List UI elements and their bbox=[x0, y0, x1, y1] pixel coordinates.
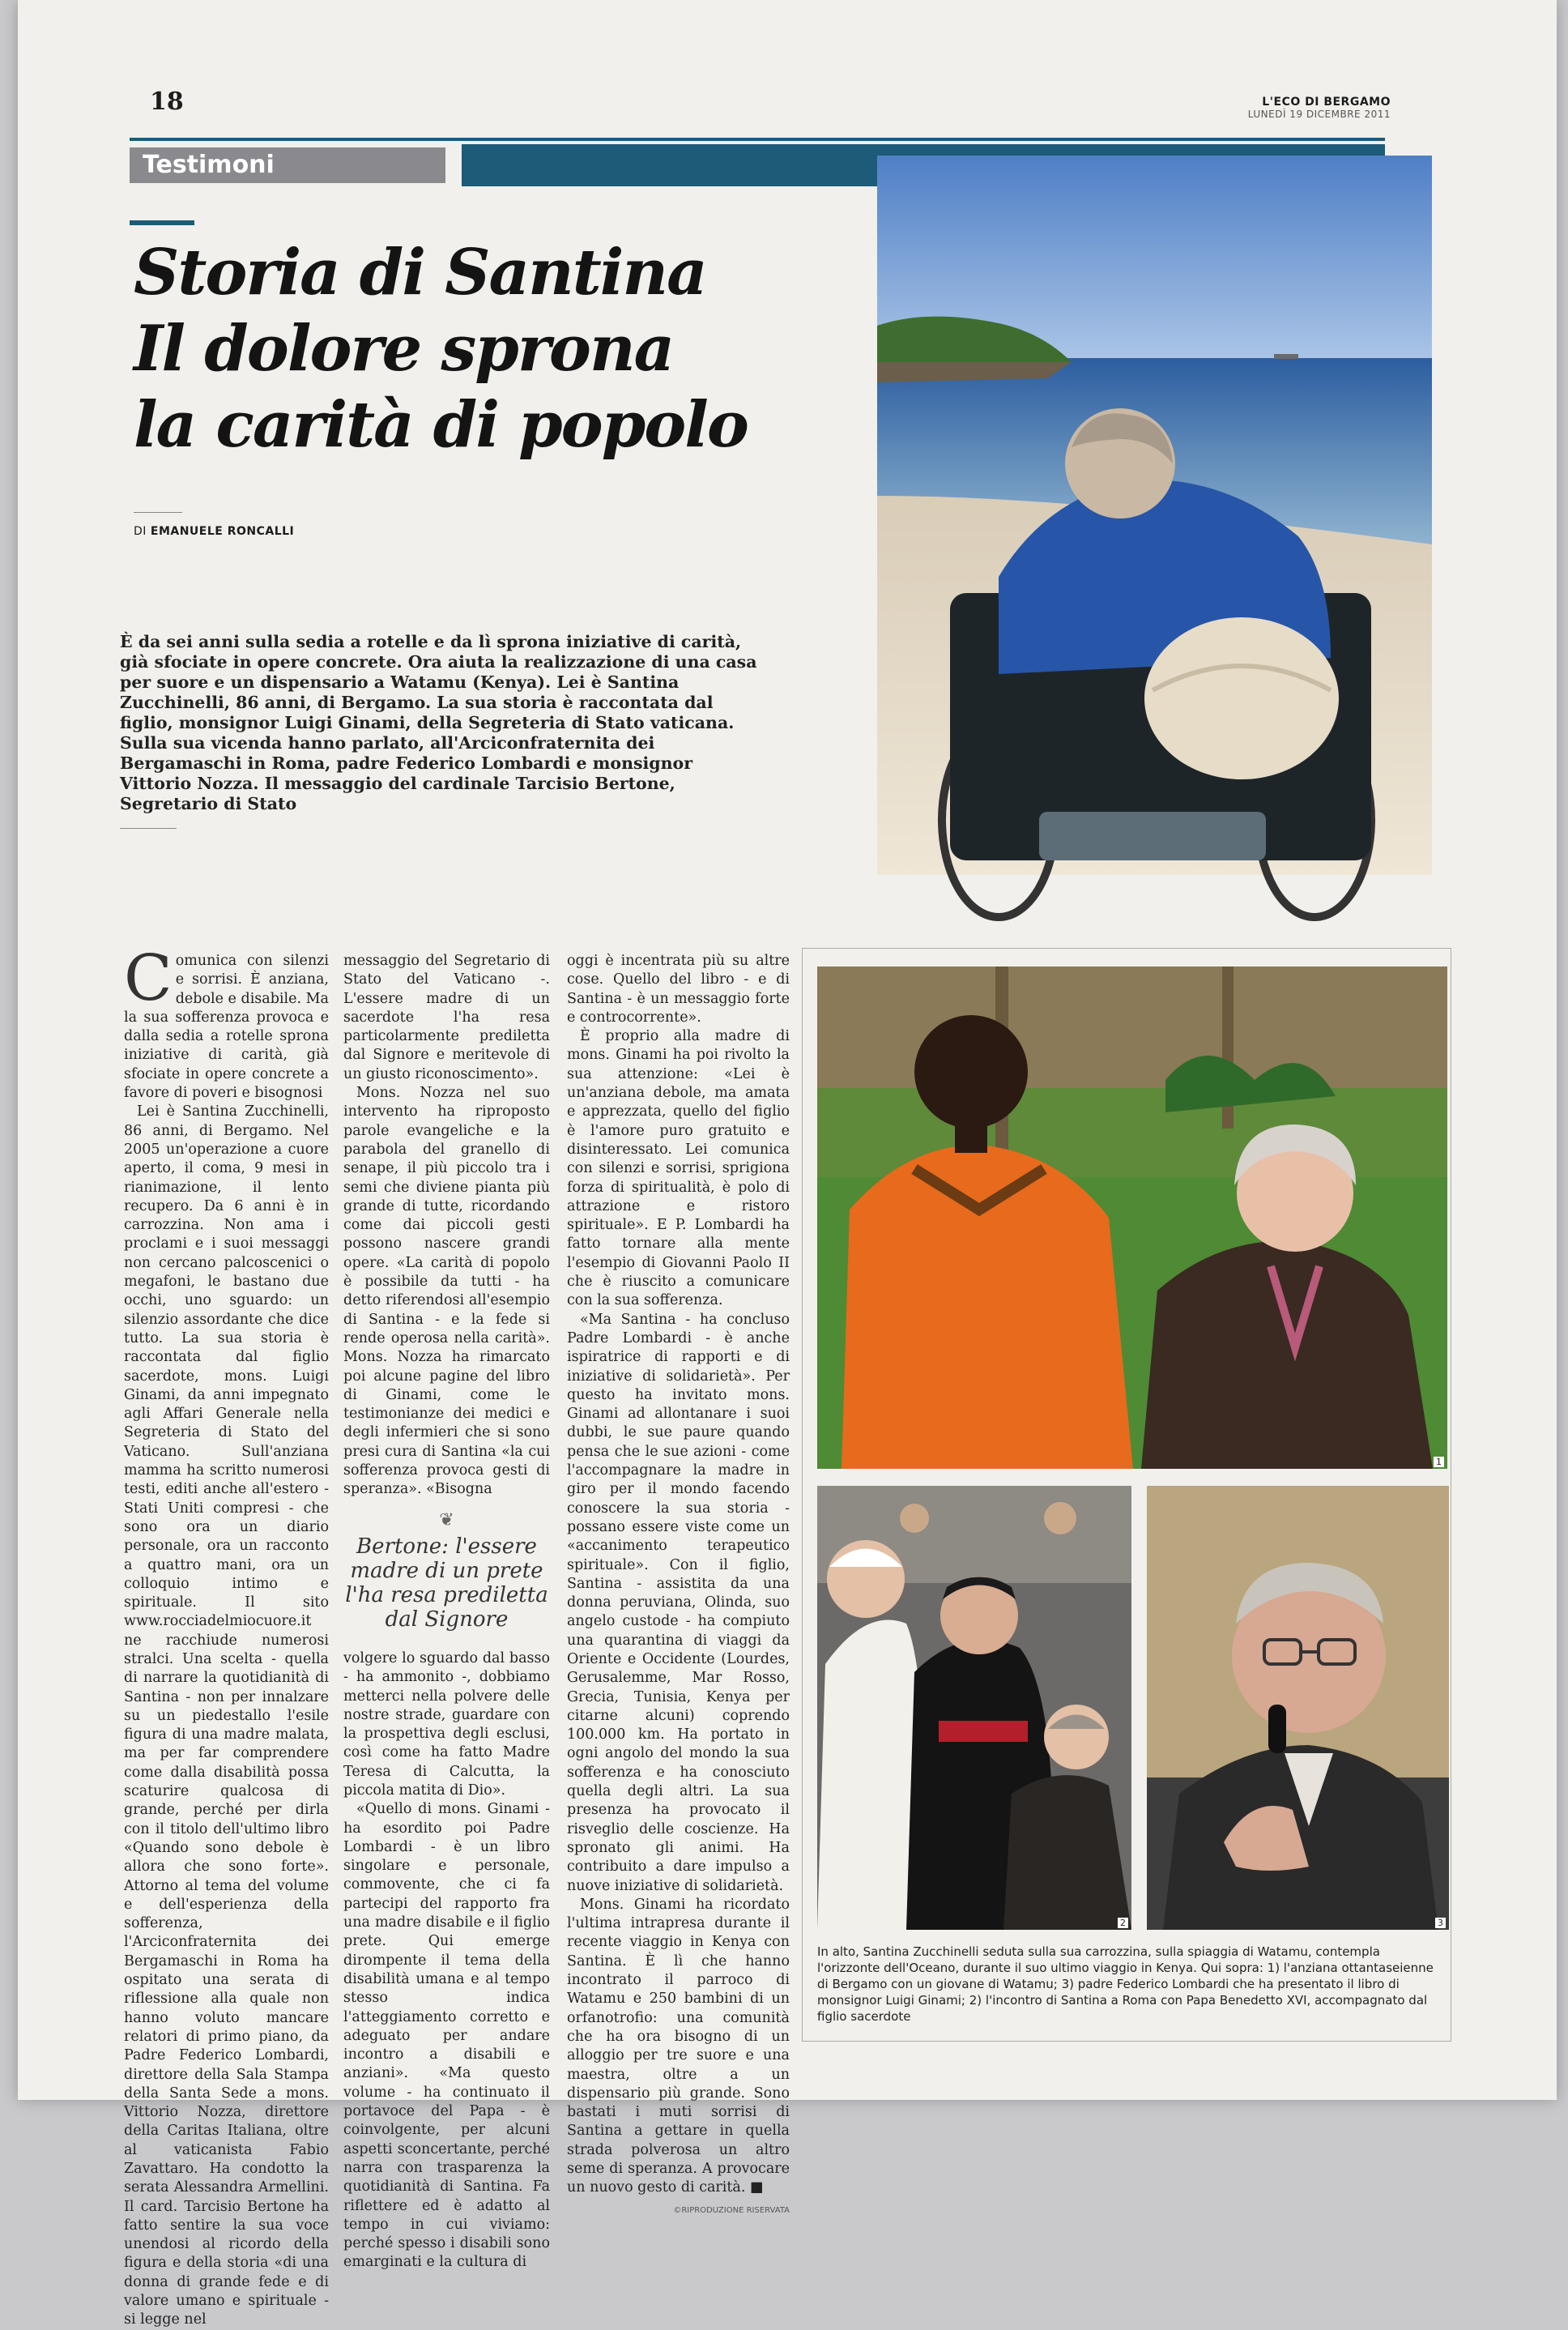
section-label: Testimoni bbox=[130, 147, 445, 183]
headline-line: Storia di Santina bbox=[134, 236, 706, 309]
article-paragraph: Mons. Ginami ha ricordato l'ultima intrapresa durante il recente viaggio in Kenya con Santina. È lì che hanno incontrato il parroco di Watamu e 250 bambini di un orfanotrofio: una comunità che ha ora bisogno di un alloggio per tre suore e una maestra, oltre a un dispensario più grande. Sono bastati i muti sorrisi di Santina a gettare in quella strada polverosa un altro seme di speranza. A provocare un nuovo gesto di carità. ■ bbox=[567, 1896, 790, 2196]
photo-caption: In alto, Santina Zucchinelli seduta sulla sua carrozzina, sulla spiaggia di Watamu, contempla l'orizzonte dell'Oceano, durante il suo ultimo viaggio in Kenya. Qui sopra: 1) l'anziana ottantaseienne di Bergamo con un giovane di Watamu; 3) padre Federico Lombardi che ha presentato il libro di monsignor Luigi Ginami; 2) l'incontro di Santina a Roma con Papa Benedetto XVI, accompagnato dal figlio sacerdote bbox=[817, 1944, 1434, 2024]
headline-line: Il dolore sprona bbox=[134, 312, 674, 386]
photo-number: 1 bbox=[1434, 1457, 1444, 1467]
article-paragraph: «Quello di mons. Ginami - ha esordito poi Padre Lombardi - è un libro singolare e personale, commovente, che ci fa partecipi del rapporto fra una madre disabile e il figlio prete. Qui emerge dirompente il tema della disabilità umana e al tempo stesso indica l'atteggiamento corretto e adeguato per andare incontro a disabili e anziani». «Ma questo volume - ha continuato il portavoce del Papa - è coinvolgente, per alcuni aspetti sconcertante, perché narra con trasparenza la quotidianità di Santina. Fa riflettere ed è adatto al tempo in cui viviamo: perché spesso i disabili sono emarginati e la cultura di bbox=[343, 1801, 550, 2271]
quote-ornament-icon: ❦ bbox=[439, 1509, 454, 1530]
newspaper-page bbox=[18, 0, 1557, 2328]
article-text: omunica con silenzi e sorrisi. È anziana, debole e disabile. Ma la sua sofferenza provoca e dalla sedia a rotelle sprona iniziative di carità, già sfociate in opere concrete a favore di poveri e bisognosi bbox=[124, 953, 329, 1102]
byline bbox=[134, 525, 294, 538]
photo-number: 2 bbox=[1118, 1918, 1128, 1928]
lead-paragraph: È da sei anni sulla sedia a rotelle e da lì sprona iniziative di carità, già sfociate in opere concrete. Ora aiuta la realizzazione di una casa per suore e un dispensario a Watamu (Kenya). Lei è Santina Zucchinelli, 86 anni, di Bergamo. La sua storia è raccontata dal figlio, monsignor Luigi Ginami, della Segreteria di Stato vaticana. Sulla sua vicenda hanno parlato, all'Arciconfraternita dei Bergamaschi in Roma, padre Federico Lombardi e monsignor Vittorio Nozza. Il messaggio del cardinale Tarcisio Bertone, Segretario di Stato bbox=[120, 632, 757, 813]
photo-padre-lombardi bbox=[1147, 1486, 1449, 1930]
article-paragraph: messaggio del Segretario di Stato del Vaticano -. L'essere madre di un sacerdote l'ha resa particolarmente prediletta dal Signore e meritevole di un giusto riconoscimento». bbox=[343, 953, 550, 1082]
article-paragraph: Mons. Nozza nel suo intervento ha riproposto parole evangeliche e la parabola del granello di senape, il più piccolo tra i semi che diviene pianta più grande di tutte, ricordando come dai piccoli gesti possono nascere grandi opere. «La carità di popolo è possibile da tutti - ha detto riferendosi all'esempio di Santina - e la fede si rende operosa nella carità». Mons. Nozza ha rimarcato poi alcune pagine del libro di Ginami, come le testimonianze dei medici e degli infermieri che si sono presi cura di Santina «la cui sofferenza provoca gesti di speranza». «Bisogna bbox=[343, 1085, 550, 1498]
photo-young-man-and-santina bbox=[817, 967, 1447, 1469]
article-paragraph: Lei è Santina Zucchinelli, 86 anni, di Bergamo. Nel 2005 un'operazione a cuore aperto, il coma, 9 mesi in rianimazione, il lento recupero. Da 6 anni è in carrozzina. Non ama i proclami e i suoi messaggi non cercano palcoscenici o megafoni, le bastano due occhi, uno sguardo: un silenzio assordante che dice tutto. La sua storia è raccontata dal figlio sacerdote, mons. Luigi Ginami, da anni impegnato agli Affari Generale nella Segreteria di Stato del Vaticano. Sull'anziana mamma ha scritto numerosi testi, editi anche all'estero - Stati Uniti compresi - che sono ora un diario personale, ora un racconto a quattro mani, ora un colloquio intimo e spirituale. Il sito www.rocciadelmiocuore.it ne racchiude numerosi stralci. Una scelta - quella di narrare la quotidianità di Santina - non per innalzare su un piedestallo l'esile figura di una madre malata, ma per far comprendere come dalla disabilità possa scaturire qualcosa di grande, perché per dirla con il titolo dell'ultimo libro «Quando sono debole è allora che sono forte». Attorno al tema del volume e dell'esperienza della sofferenza, l'Arciconfraternita dei Bergamaschi in Roma ha ospitato una serata di riflessione alla quale non hanno voluto mancare relatori di primo piano, da Padre Federico Lombardi, direttore della Sala Stampa della Santa Sede a mons. Vittorio Nozza, direttore della Caritas Italiana, oltre al vaticanista Fabio Zavattaro. Ha condotto la serata Alessandra Armellini. Il card. Tarcisio Bertone ha fatto sentire la sua voce unendosi al ricordo della figura e della storia «di una donna di grande fede e di valore umano e spirituale - si legge nel bbox=[124, 1103, 329, 2328]
copyright-notice: ©RIPRODUZIONE RISERVATA bbox=[673, 2205, 790, 2215]
masthead bbox=[1248, 96, 1391, 120]
young-man-and-woman-illustration bbox=[817, 967, 1447, 1469]
page-number: 18 bbox=[150, 87, 184, 116]
photo-box bbox=[802, 948, 1451, 2042]
pull-quote: Bertone: l'essere madre di un prete l'ha resa prediletta dal Signore bbox=[345, 1534, 548, 1632]
drop-cap: C bbox=[124, 942, 173, 1015]
beach-wheelchair-illustration bbox=[877, 156, 1432, 875]
byline-author: EMANUELE RONCALLI bbox=[150, 525, 295, 538]
man-with-microphone-illustration bbox=[1147, 1486, 1449, 1930]
byline-rule bbox=[134, 512, 182, 513]
byline-prefix: DI bbox=[134, 525, 147, 538]
photo-number: 3 bbox=[1435, 1918, 1446, 1928]
headline-line: la carità di popolo bbox=[134, 388, 748, 462]
headline-tick bbox=[130, 220, 194, 225]
headline bbox=[134, 235, 782, 463]
newspaper-name: L'ECO DI BERGAMO bbox=[1262, 96, 1391, 109]
article-paragraph: oggi è incentrata più su altre cose. Quello del libro - e di Santina - è un messaggio forte e controcorrente». bbox=[567, 953, 790, 1026]
article-paragraph: volgere lo sguardo dal basso - ha ammonito -, dobbiamo metterci nella polvere delle nostre strade, guardare con la prospettiva degli esclusi, così come ha fatto Madre Teresa di Calcutta, la piccola matita di Dio». bbox=[343, 1649, 550, 1799]
issue-date: LUNEDÌ 19 DICEMBRE 2011 bbox=[1247, 109, 1391, 120]
main-photo-beach bbox=[877, 156, 1432, 875]
article-column-2 bbox=[343, 952, 550, 2272]
pope-meeting-illustration bbox=[817, 1486, 1131, 1930]
article-paragraph: «Ma Santina - ha concluso Padre Lombardi - è anche ispiratrice di rapporti e di iniziative di solidarietà». Per questo ha invitato mons. Ginami ad allontanare i suoi dubbi, le sue paure quando pensa che le sue azioni - come l'accompagnare la madre in giro per il mondo facendo conoscere la sua storia - possano essere viste come un «accanimento terapeutico spirituale». Con il figlio, Santina - assistita da una donna peruviana, Olinda, suo angelo custode - ha compiuto una quarantina di viaggi da Oriente e Occidente (Lourdes, Gerusalemme, Mar Rosso, Grecia, Tunisia, Kenya per citarne alcuni) coprendo 100.000 km. Ha portato in ogni angolo del mondo la sua sofferenza e ha conosciuto quella degli altri. La sua presenza ha provocato il risveglio delle coscienze. Ha spronato gli animi. Ha contribuito a dare impulso a nuove iniziative di solidarietà. bbox=[567, 1311, 790, 1894]
section-rule bbox=[130, 138, 1385, 141]
article-column-1 bbox=[124, 942, 329, 2330]
article-paragraph bbox=[124, 942, 329, 1103]
lead-rule bbox=[120, 828, 177, 829]
article-paragraph: È proprio alla madre di mons. Ginami ha poi rivolto la sua attenzione: «Lei è un'anziana debole, ma amata e apprezzata, quello del figlio è l'amore puro gratuito e disinteressato. Lei comunica con silenzi e sorrisi, sprigiona forza di spiritualità, è polo di attrazione e ristoro spirituale». E P. Lombardi ha fatto tornare alla mente l'esempio di Giovanni Paolo II che è riuscito a comunicare con la sua sofferenza. bbox=[567, 1028, 790, 1309]
article-column-3 bbox=[567, 952, 790, 2220]
photo-pope-meeting bbox=[817, 1486, 1131, 1930]
